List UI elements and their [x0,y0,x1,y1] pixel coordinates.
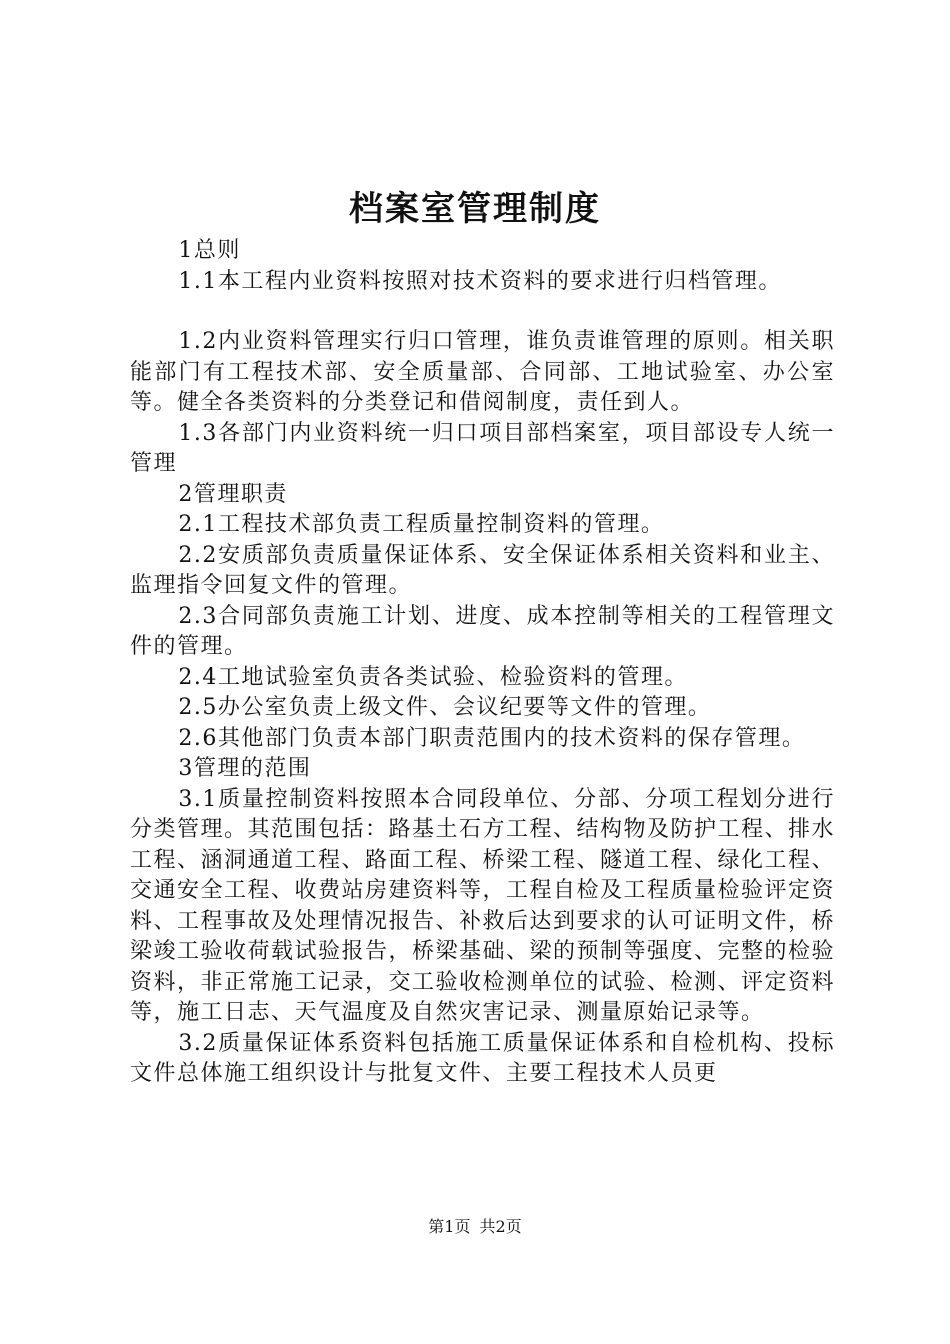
paragraph-2-6: 2.6其他部门负责本部门职责范围内的技术资料的保存管理。 [178,725,806,751]
paragraph-1-2: 1.2内业资料管理实行归口管理，谁负责谁管理的原则。相关职能部门有工程技术部、安全质量部、合同部、工地试验室、办公室等。健全各类资料的分类登记和借阅制度，责任到人。 [130,329,835,415]
paragraph-3-2: 3.2质量保证体系资料包括施工质量保证体系和自检机构、投标文件总体施工组织设计与批复文件、主要工程技术人员更 [130,1030,835,1086]
document-title: 档案室管理制度 [349,189,601,229]
section-heading-2: 2管理职责 [178,481,288,507]
section-heading-3: 3管理的范围 [178,756,312,781]
document-body [130,236,835,1090]
paragraph-2-5: 2.5办公室负责上级文件、会议纪要等文件的管理。 [178,695,712,720]
section-heading-1: 1总则 [178,238,241,263]
paragraph-2-3: 2.3合同部负责施工计划、进度、成本控制等相关的工程管理文件的管理。 [130,603,835,659]
paragraph-2-2: 2.2安质部负责质量保证体系、安全保证体系相关资料和业主、监理指令回复文件的管理。 [130,542,835,598]
page-number-footer: 第1页 共2页 [428,1217,522,1236]
paragraph-1-3: 1.3各部门内业资料统一归口项目部档案室，项目部设专人统一管理 [130,420,835,476]
paragraph-2-1: 2.1工程技术部负责工程质量控制资料的管理。 [178,512,665,537]
paragraph-2-4: 2.4工地试验室负责各类试验、检验资料的管理。 [178,664,688,690]
paragraph-3-1: 3.1质量控制资料按照本合同段单位、分部、分项工程划分进行分类管理。其范围包括：路基土石方工程、结构物及防护工程、排水工程、涵洞通道工程、路面工程、桥梁工程、隧道工程、绿化工程、交通安全工程、收费站房建资料等，工程自检及工程质量检验评定资料、工程事故及处理情况报告、补救后达到要求的认可证明文件，桥梁竣工验收荷载试验报告，桥梁基础、梁的预制等强度、完整的检验资料，非正常施工记录，交工验收检测单位的试验、检测、评定资料等，施工日志、天气温度及自然灾害记录、测量原始记录等。 [130,786,836,1025]
paragraph-1-1: 1.1本工程内业资料按照对技术资料的要求进行归档管理。 [178,268,782,294]
